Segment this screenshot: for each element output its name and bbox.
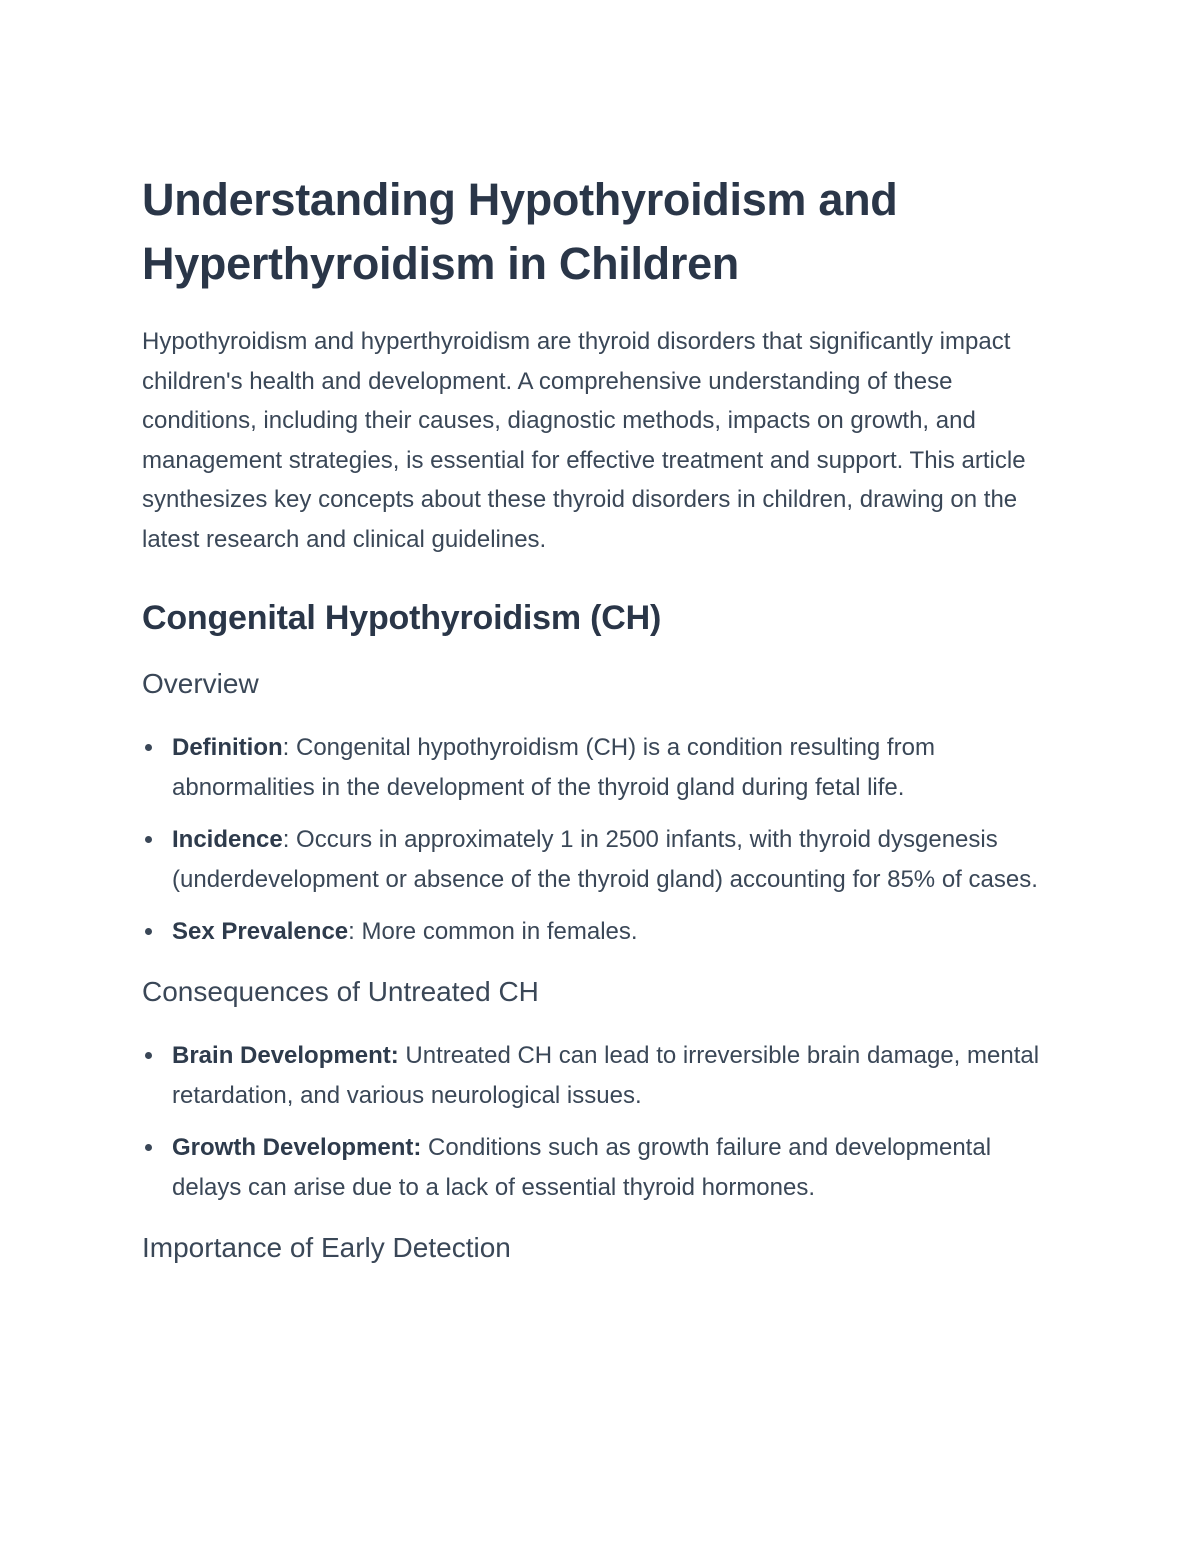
list-item-term: Sex Prevalence [172, 917, 349, 945]
subheading-overview: Overview [142, 667, 259, 699]
list-item [142, 820, 1062, 900]
list-item-text: : More common in females. [348, 917, 638, 945]
list-item [142, 1128, 1062, 1208]
list-item [142, 912, 1062, 952]
document-page [142, 168, 1062, 1266]
list-item-term: Growth Development: [172, 1133, 422, 1161]
bullet-icon [145, 1144, 152, 1151]
list-item-term: Brain Development: [172, 1041, 399, 1069]
list-item [142, 728, 1062, 808]
list-item-term: Incidence [172, 825, 283, 853]
intro-paragraph: Hypothyroidism and hyperthyroidism are thyroid disorders that significantly impact children's health and development. A comprehensive understanding of these conditions, including their causes, diagnostic methods, impacts on growth, and management strategies, is essential for effective treatment and support. This article synthesizes key concepts about these thyroid disorders in children, drawing on the latest research and clinical guidelines. [142, 328, 1026, 553]
list-item-text: Untreated CH can lead to irreversible brain damage, mental retardation, and various neurological issues. [172, 1041, 1040, 1109]
subheading-consequences: Consequences of Untreated CH [142, 975, 539, 1007]
section-heading-congenital-hypothyroidism: Congenital Hypothyroidism (CH) [142, 598, 662, 637]
consequences-list [142, 1036, 1062, 1208]
document-title: Understanding Hypothyroidism and Hyperthyroidism in Children [142, 174, 898, 289]
bullet-icon [145, 744, 152, 751]
list-item-term: Definition [172, 733, 283, 761]
bullet-icon [145, 1052, 152, 1059]
list-item [142, 1036, 1062, 1116]
bullet-icon [145, 928, 152, 935]
list-item-text: : Congenital hypothyroidism (CH) is a condition resulting from abnormalities in the development of the thyroid gland during fetal life. [172, 733, 935, 801]
list-item-text: : Occurs in approximately 1 in 2500 infants, with thyroid dysgenesis (underdevelopment or absence of the thyroid gland) accounting for 85% of cases. [172, 825, 1038, 893]
bullet-icon [145, 836, 152, 843]
subheading-importance: Importance of Early Detection [142, 1231, 511, 1263]
overview-list [142, 728, 1062, 952]
list-item-text: Conditions such as growth failure and developmental delays can arise due to a lack of essential thyroid hormones. [172, 1133, 992, 1201]
